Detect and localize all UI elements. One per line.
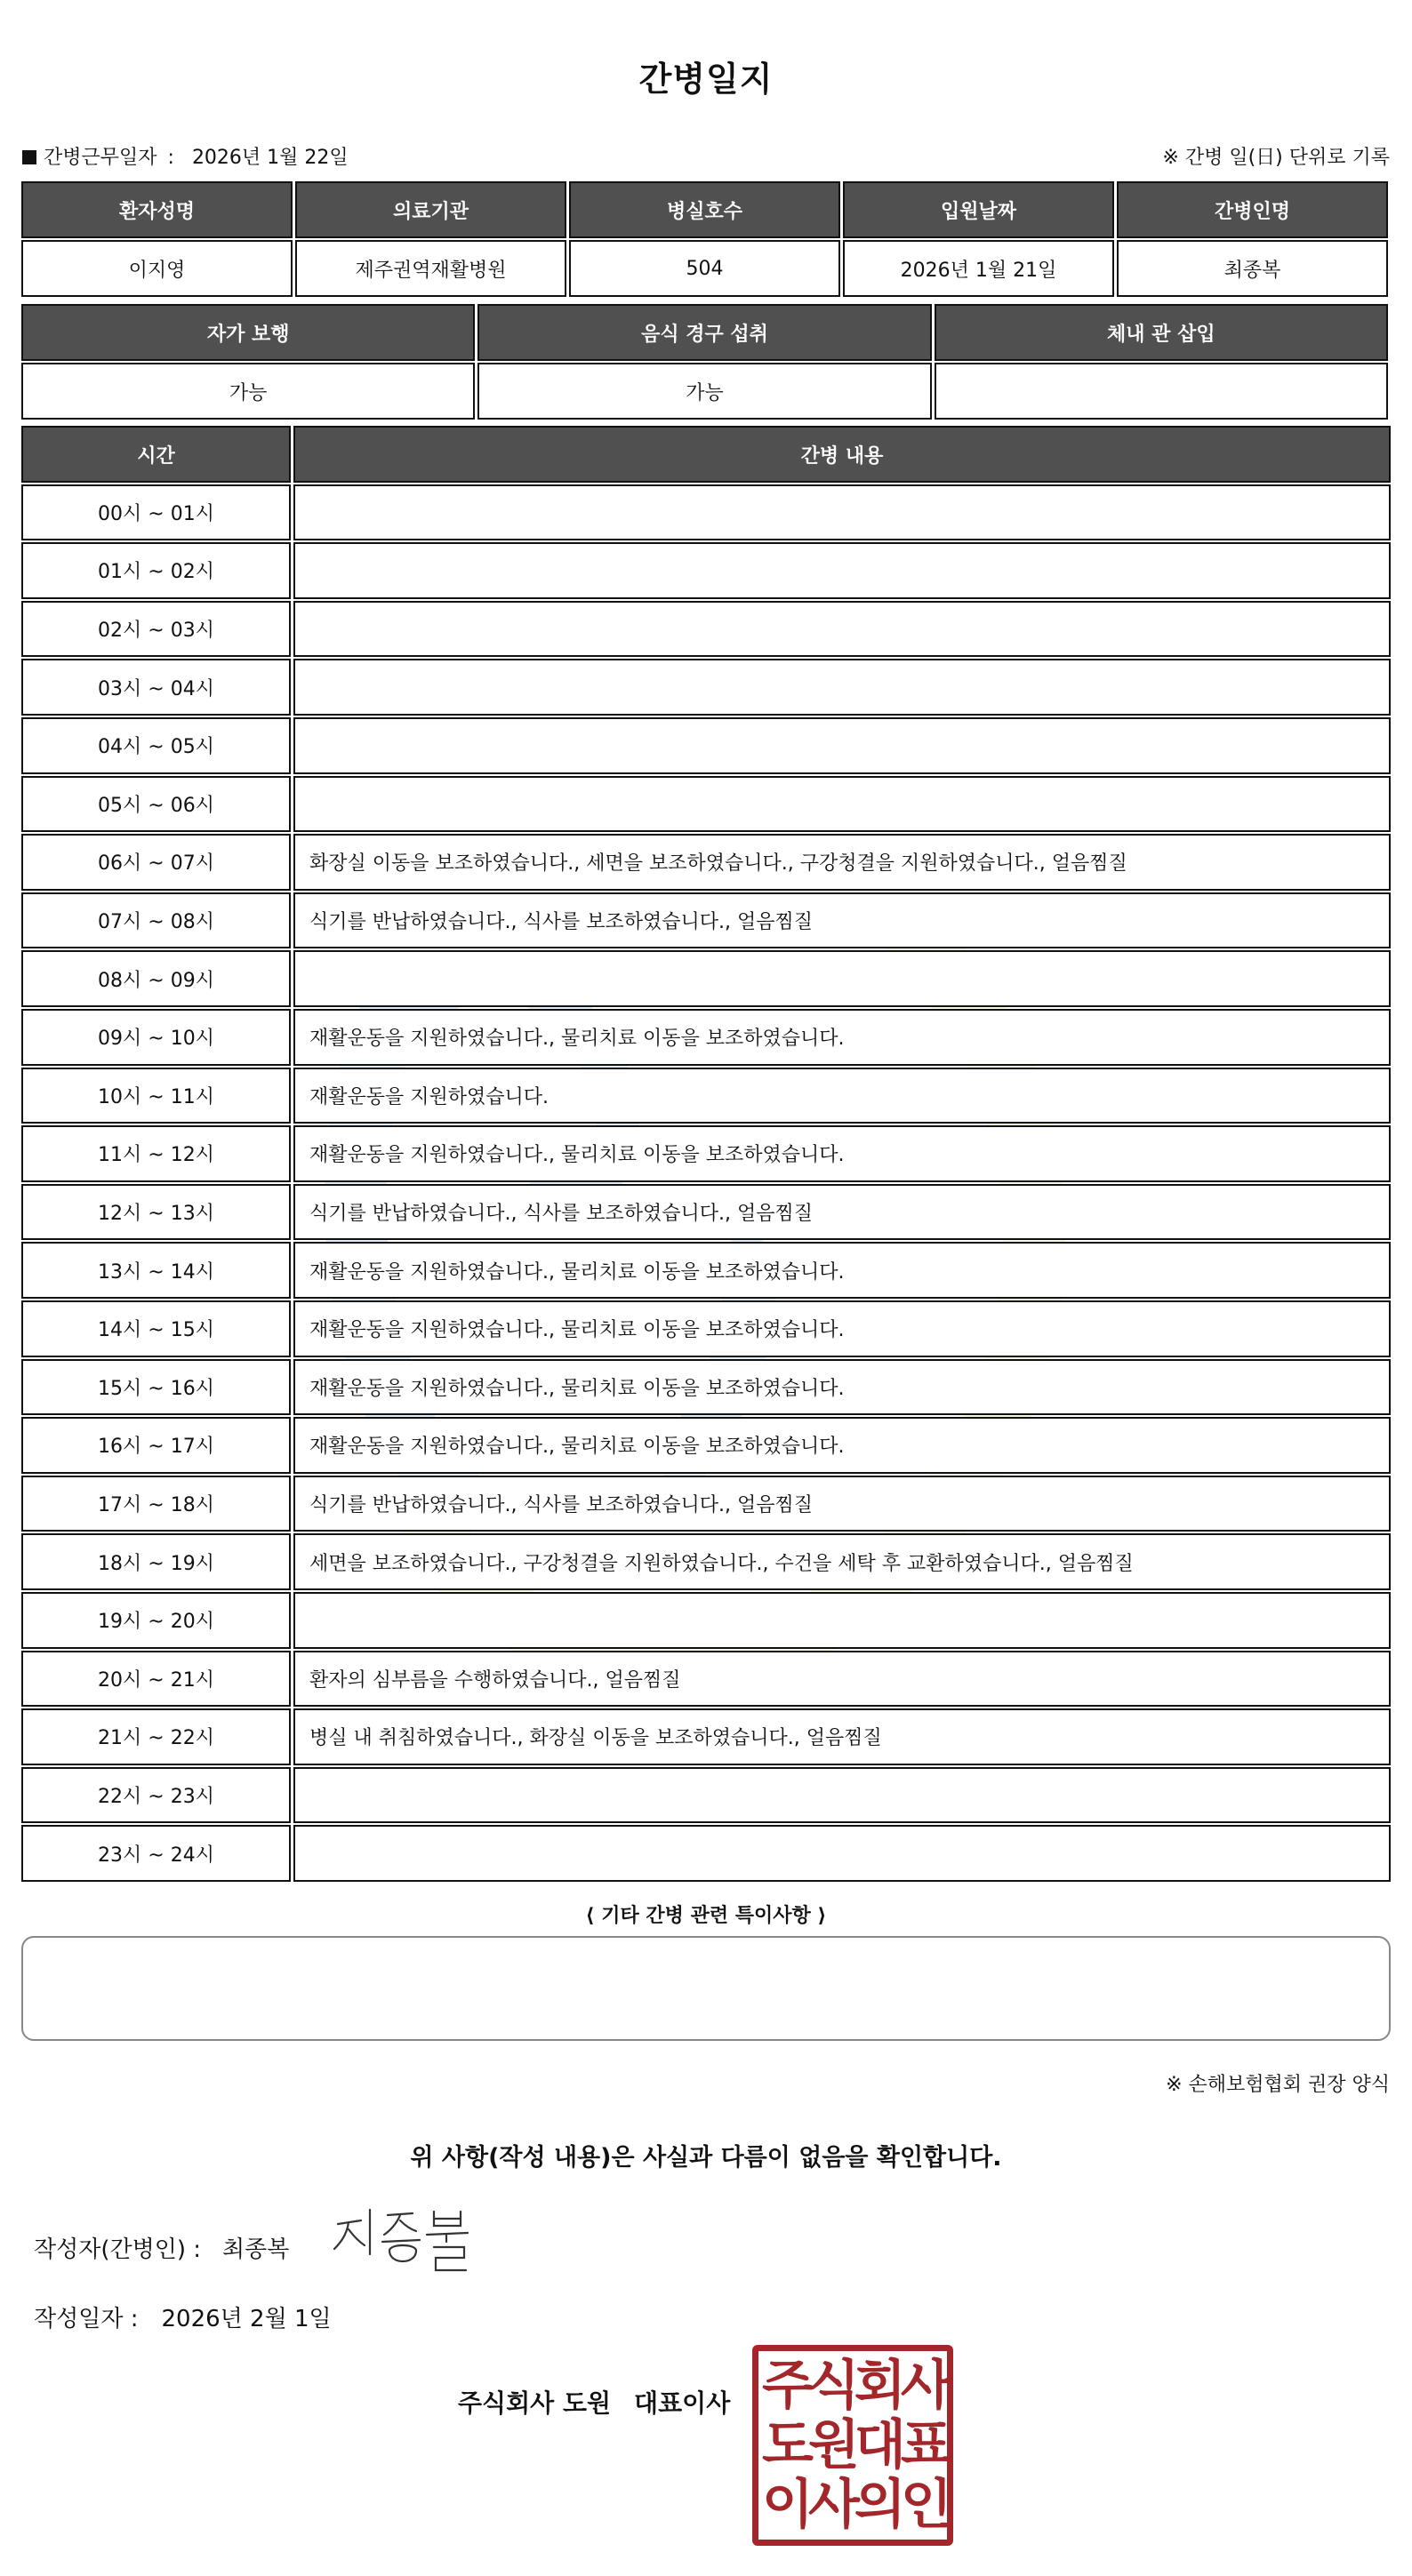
writer-line — [34, 2231, 289, 2264]
care-log-content-cell — [293, 1767, 1391, 1824]
care-log-content-cell: 재활운동을 지원하였습니다., 물리치료 이동을 보조하였습니다. — [293, 1242, 1391, 1299]
care-log-time-cell: 09시 ~ 10시 — [21, 1009, 291, 1066]
care-log-time-cell: 03시 ~ 04시 — [21, 659, 291, 716]
patient-table-header: 환자성명 — [21, 181, 293, 238]
square-bullet-icon — [22, 150, 36, 164]
patient-table-value: 최종복 — [1117, 240, 1388, 297]
care-log-time-cell: 08시 ~ 09시 — [21, 950, 291, 1007]
care-log-content-cell: 세면을 보조하였습니다., 구강청결을 지원하였습니다., 수건을 세탁 후 교환하였습니다., 얼음찜질 — [293, 1533, 1391, 1590]
work-date-value: 2026년 1월 22일 — [191, 147, 349, 169]
confirmation-statement: 위 사항(작성 내용)은 사실과 다름이 없음을 확인합니다. — [410, 2144, 1002, 2172]
care-log-time-cell: 16시 ~ 17시 — [21, 1417, 291, 1474]
work-date-label: 간병근무일자 — [44, 147, 157, 169]
care-log-time-cell: 17시 ~ 18시 — [21, 1476, 291, 1532]
seal-row: 도원대표 — [762, 2413, 947, 2476]
care-log-content-cell: 재활운동을 지원하였습니다., 물리치료 이동을 보조하였습니다. — [293, 1359, 1391, 1416]
care-log-content-cell — [293, 1592, 1391, 1649]
care-log-content-cell — [293, 1825, 1391, 1882]
care-log-time-cell: 13시 ~ 14시 — [21, 1242, 291, 1299]
work-date-colon: : — [167, 147, 174, 169]
company-seal-stamp — [752, 2345, 953, 2546]
patient-table-header: 병실호수 — [569, 181, 840, 238]
care-log-content-cell: 환자의 심부름을 수행하였습니다., 얼음찜질 — [293, 1651, 1391, 1708]
care-log-content-cell: 재활운동을 지원하였습니다., 물리치료 이동을 보조하였습니다. — [293, 1125, 1391, 1182]
care-log-header-time: 시간 — [21, 426, 291, 483]
status-table-value — [935, 363, 1388, 420]
written-date-value: 2026년 2월 1일 — [161, 2306, 332, 2332]
care-log-time-cell: 20시 ~ 21시 — [21, 1651, 291, 1708]
care-log-content-cell — [293, 484, 1391, 541]
care-log-time-cell: 22시 ~ 23시 — [21, 1767, 291, 1824]
care-log-time-cell: 19시 ~ 20시 — [21, 1592, 291, 1649]
care-log-time-cell: 14시 ~ 15시 — [21, 1300, 291, 1357]
other-notes-title: ⟨ 기타 간병 관련 특이사항 ⟩ — [585, 1905, 827, 1927]
care-log-content-cell — [293, 659, 1391, 716]
care-log-time-cell: 15시 ~ 16시 — [21, 1359, 291, 1416]
care-log-time-cell: 05시 ~ 06시 — [21, 776, 291, 833]
care-log-content-cell: 재활운동을 지원하였습니다., 물리치료 이동을 보조하였습니다. — [293, 1300, 1391, 1357]
status-table-value: 가능 — [21, 363, 475, 420]
patient-table-value: 제주권역재활병원 — [295, 240, 566, 297]
ceo-title: 대표이사 — [634, 2388, 731, 2418]
care-log-content-cell — [293, 950, 1391, 1007]
care-log-time-cell: 11시 ~ 12시 — [21, 1125, 291, 1182]
care-log-content-cell: 재활운동을 지원하였습니다., 물리치료 이동을 보조하였습니다. — [293, 1009, 1391, 1066]
seal-row: 이사의인 — [762, 2473, 947, 2536]
status-table-header: 자가 보행 — [21, 304, 475, 361]
care-log-time-cell: 01시 ~ 02시 — [21, 542, 291, 599]
company-name: 주식회사 도원 — [458, 2388, 612, 2418]
care-log-time-cell: 00시 ~ 01시 — [21, 484, 291, 541]
other-notes-box — [21, 1936, 1391, 2041]
status-table-header: 음식 경구 섭취 — [477, 304, 931, 361]
care-log-time-cell: 07시 ~ 08시 — [21, 892, 291, 949]
seal-row: 주식회사 — [762, 2355, 947, 2418]
patient-table-value: 2026년 1월 21일 — [843, 240, 1114, 297]
writer-name: 최종복 — [222, 2236, 290, 2263]
care-log-time-cell: 18시 ~ 19시 — [21, 1533, 291, 1590]
patient-table-header: 입원날짜 — [843, 181, 1114, 238]
patient-table-header: 의료기관 — [295, 181, 566, 238]
care-log-content-cell: 식기를 반납하였습니다., 식사를 보조하였습니다., 얼음찜질 — [293, 1476, 1391, 1532]
care-log-content-cell: 식기를 반납하였습니다., 식사를 보조하였습니다., 얼음찜질 — [293, 892, 1391, 949]
company-line — [458, 2384, 730, 2420]
care-log-time-cell: 12시 ~ 13시 — [21, 1184, 291, 1241]
work-date — [22, 142, 349, 170]
unit-note: ※ 간병 일(日) 단위로 기록 — [1162, 147, 1390, 169]
writer-label: 작성자(간병인) : — [34, 2236, 202, 2263]
care-log-time-cell: 10시 ~ 11시 — [21, 1068, 291, 1124]
status-table-value: 가능 — [477, 363, 931, 420]
written-date-label: 작성일자 : — [34, 2306, 139, 2332]
care-log-content-cell — [293, 601, 1391, 658]
patient-table-value: 이지영 — [21, 240, 293, 297]
care-log-content-cell — [293, 542, 1391, 599]
signature-icon — [331, 2203, 482, 2283]
care-log-time-cell: 02시 ~ 03시 — [21, 601, 291, 658]
care-log-content-cell: 식기를 반납하였습니다., 식사를 보조하였습니다., 얼음찜질 — [293, 1184, 1391, 1241]
care-log-content-cell: 화장실 이동을 보조하였습니다., 세면을 보조하였습니다., 구강청결을 지원하였습니다., 얼음찜질 — [293, 834, 1391, 891]
care-log-time-cell: 21시 ~ 22시 — [21, 1708, 291, 1765]
care-log-time-cell: 23시 ~ 24시 — [21, 1825, 291, 1882]
patient-table-header: 간병인명 — [1117, 181, 1388, 238]
status-table-header: 체내 관 삽입 — [935, 304, 1388, 361]
care-log-content-cell — [293, 717, 1391, 774]
care-log-header-content: 간병 내용 — [293, 426, 1391, 483]
care-log-time-cell: 04시 ~ 05시 — [21, 717, 291, 774]
page-title: 간병일지 — [638, 60, 774, 99]
patient-table-value: 504 — [569, 240, 840, 297]
recommend-note: ※ 손해보험협회 권장 양식 — [1166, 2074, 1390, 2096]
care-log-content-cell: 재활운동을 지원하였습니다. — [293, 1068, 1391, 1124]
care-log-content-cell: 병실 내 취침하였습니다., 화장실 이동을 보조하였습니다., 얼음찜질 — [293, 1708, 1391, 1765]
care-log-time-cell: 06시 ~ 07시 — [21, 834, 291, 891]
care-log-content-cell — [293, 776, 1391, 833]
written-date — [34, 2300, 332, 2333]
care-log-content-cell: 재활운동을 지원하였습니다., 물리치료 이동을 보조하였습니다. — [293, 1417, 1391, 1474]
